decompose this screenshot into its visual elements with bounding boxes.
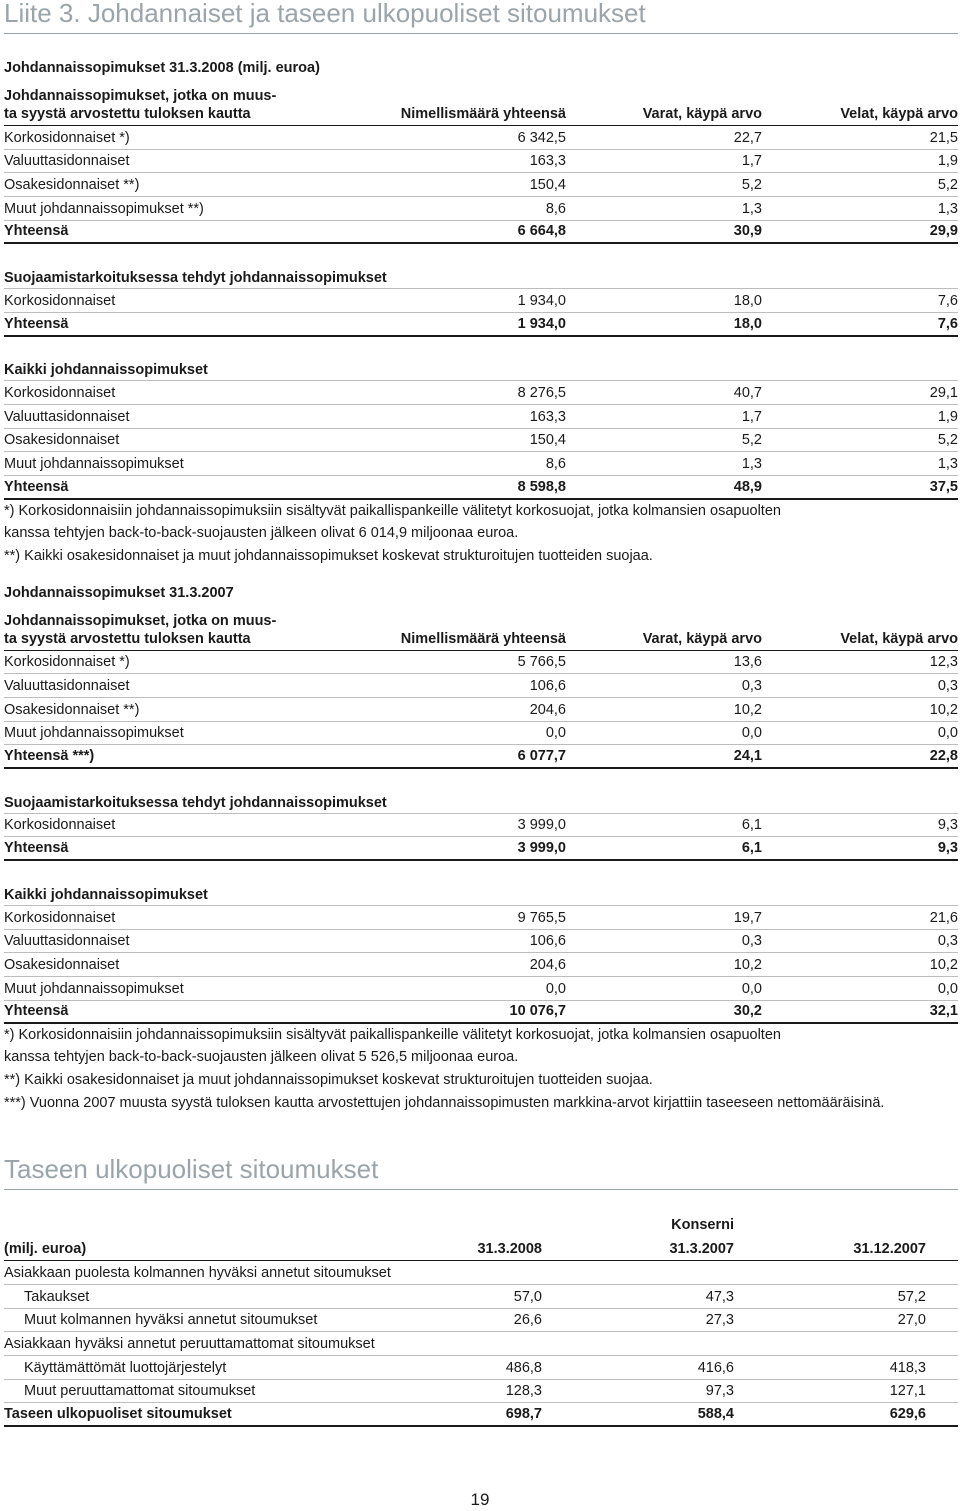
table-row — [4, 1309, 958, 1333]
cell-assets: 1,3 — [741, 455, 762, 472]
table-row — [4, 150, 958, 174]
table-row — [4, 1356, 958, 1380]
cell-liabilities: 22,8 — [929, 748, 958, 765]
column-header: Nimellismäärä yhteensä — [400, 106, 566, 122]
cell-label: Korkosidonnaiset *) — [4, 129, 130, 146]
cell-assets: 48,9 — [733, 478, 762, 495]
cell-value: 27,3 — [705, 1312, 734, 1329]
cell-liabilities: 10,2 — [929, 701, 958, 718]
footnote: kanssa tehtyjen back-to-back-suojausten jälkeen olivat 5 526,5 miljoonaa euroa. — [4, 1049, 519, 1066]
offbalance-section — [4, 1152, 958, 1427]
cell-liabilities: 7,6 — [937, 315, 958, 332]
table-row — [4, 1261, 958, 1285]
section-heading: Suojaamistarkoituksessa tehdyt johdannaissopimukset — [4, 265, 958, 289]
offbalance-group-label: Konserni — [671, 1217, 734, 1234]
cell-liabilities: 32,1 — [929, 1003, 958, 1020]
section-heading: Kaikki johdannaissopimukset — [4, 882, 958, 906]
cell-liabilities: 9,3 — [937, 840, 958, 857]
cell-label: Valuuttasidonnaiset — [4, 678, 130, 694]
cell-nominal: 106,6 — [529, 933, 566, 950]
header-label-line-1: Johdannaissopimukset, jotka on muus- — [4, 612, 277, 629]
table-row — [4, 953, 958, 977]
cell-nominal: 8 598,8 — [517, 478, 566, 495]
cell-nominal: 1 934,0 — [517, 315, 566, 332]
cell-value: 47,3 — [705, 1288, 734, 1305]
cell-assets: 1,3 — [741, 200, 762, 217]
cell-nominal: 10 076,7 — [509, 1003, 566, 1020]
cell-nominal: 9 765,5 — [517, 909, 566, 926]
cell-liabilities: 0,3 — [937, 678, 958, 694]
cell-liabilities: 9,3 — [937, 817, 958, 834]
cell-label: Taseen ulkopuoliset sitoumukset — [4, 1406, 232, 1423]
offbalance-col-1: 31.3.2008 — [477, 1241, 542, 1258]
table-row — [4, 126, 958, 150]
cell-label: Yhteensä — [4, 478, 69, 495]
cell-assets: 13,6 — [733, 654, 762, 671]
cell-assets: 30,9 — [733, 223, 762, 240]
cell-liabilities: 21,6 — [929, 909, 958, 926]
section-heading: Suojaamistarkoituksessa tehdyt johdannaissopimukset — [4, 790, 958, 814]
header-label-line-1: Johdannaissopimukset, jotka on muus- — [4, 88, 277, 104]
table-row — [4, 173, 958, 197]
cell-value: 127,1 — [889, 1383, 926, 1400]
table-row — [4, 429, 958, 453]
total-row — [4, 745, 958, 769]
column-header: ta syystä arvostettu tuloksen kautta — [4, 106, 251, 122]
cell-nominal: 6 077,7 — [517, 748, 566, 765]
cell-assets: 30,2 — [733, 1003, 762, 1020]
cell-label: Osakesidonnaiset **) — [4, 701, 140, 718]
offbalance-unit: (milj. euroa) — [4, 1241, 87, 1258]
table-row — [4, 651, 958, 675]
offbalance-rows — [4, 1261, 958, 1427]
cell-liabilities: 10,2 — [929, 956, 958, 973]
cell-label: Asiakkaan hyväksi annetut peruuttamattomat sitoumukset — [4, 1336, 375, 1352]
table-caption: Johdannaissopimukset 31.3.2007 — [4, 584, 234, 601]
total-row — [4, 476, 958, 500]
total-row — [4, 313, 958, 337]
table-row — [4, 197, 958, 221]
cell-assets: 1,7 — [741, 408, 762, 425]
cell-assets: 18,0 — [733, 315, 762, 332]
total-row — [4, 1001, 958, 1025]
column-header: Varat, käypä arvo — [642, 106, 762, 122]
cell-label: Osakesidonnaiset — [4, 432, 120, 449]
cell-value: 486,8 — [505, 1359, 542, 1376]
table-row — [4, 977, 958, 1001]
cell-liabilities: 0,3 — [937, 933, 958, 950]
offbalance-group-row — [4, 1212, 958, 1234]
cell-liabilities: 12,3 — [929, 654, 958, 671]
cell-nominal: 0,0 — [545, 980, 566, 997]
total-row — [4, 1403, 958, 1427]
cell-liabilities: 0,0 — [937, 980, 958, 997]
cell-liabilities: 29,9 — [929, 223, 958, 240]
derivatives-2007-section — [4, 585, 958, 1115]
cell-liabilities: 7,6 — [937, 292, 958, 309]
cell-label: Osakesidonnaiset — [4, 956, 120, 973]
cell-label: Yhteensä — [4, 315, 69, 332]
cell-liabilities: 37,5 — [929, 478, 958, 495]
cell-label: Valuuttasidonnaiset — [4, 153, 130, 170]
cell-assets: 1,7 — [741, 153, 762, 170]
cell-nominal: 3 999,0 — [517, 817, 566, 834]
cell-nominal: 8,6 — [545, 455, 566, 472]
cell-assets: 40,7 — [733, 384, 762, 401]
cell-label: Muut johdannaissopimukset **) — [4, 200, 204, 217]
footnote: kanssa tehtyjen back-to-back-suojausten jälkeen olivat 6 014,9 miljoonaa euroa. — [4, 524, 519, 541]
page-number: 19 — [470, 1490, 490, 1509]
column-header: Velat, käypä arvo — [840, 630, 958, 647]
footnote: *) Korkosidonnaisiin johdannaissopimuksiin sisältyvät paikallispankeille välitetyt korkosuojat, jotka kolmansien osapuolten — [4, 502, 781, 519]
cell-label: Valuuttasidonnaiset — [4, 933, 130, 950]
cell-assets: 10,2 — [733, 701, 762, 718]
page — [4, 0, 958, 1427]
cell-nominal: 163,3 — [529, 153, 566, 170]
cell-label: Korkosidonnaiset — [4, 909, 116, 926]
cell-label: Valuuttasidonnaiset — [4, 408, 130, 425]
cell-value: 128,3 — [505, 1383, 542, 1400]
cell-liabilities: 5,2 — [937, 177, 958, 194]
column-header: Velat, käypä arvo — [840, 106, 958, 122]
footnote: **) Kaikki osakesidonnaiset ja muut johdannaissopimukset koskevat strukturoitujen tuotteiden suojaa. — [4, 547, 653, 564]
table-row — [4, 906, 958, 930]
derivatives-2008-section — [4, 60, 958, 567]
cell-label: Muut johdannaissopimukset — [4, 980, 184, 997]
cell-label: Osakesidonnaiset **) — [4, 177, 140, 194]
cell-label: Takaukset — [24, 1288, 90, 1305]
cell-value: 57,2 — [897, 1288, 926, 1305]
cell-assets: 24,1 — [733, 748, 762, 765]
cell-label: Yhteensä — [4, 1003, 69, 1020]
cell-label: Muut peruuttamattomat sitoumukset — [24, 1383, 256, 1400]
column-header-row — [4, 105, 958, 126]
cell-nominal: 6 664,8 — [517, 223, 566, 240]
page-title: Liite 3. Johdannaiset ja taseen ulkopuoliset sitoumukset — [4, 0, 646, 28]
cell-label: Korkosidonnaiset — [4, 384, 116, 401]
cell-nominal: 8,6 — [545, 200, 566, 217]
cell-label: Muut johdannaissopimukset — [4, 725, 184, 742]
cell-liabilities: 1,9 — [937, 408, 958, 425]
column-header: Varat, käypä arvo — [642, 630, 762, 647]
offbalance-col-3: 31.12.2007 — [853, 1241, 926, 1258]
table-row — [4, 1332, 958, 1356]
cell-label: Yhteensä — [4, 223, 69, 240]
cell-value: 27,0 — [897, 1312, 926, 1329]
cell-nominal: 204,6 — [529, 701, 566, 718]
cell-nominal: 204,6 — [529, 956, 566, 973]
cell-assets: 0,0 — [741, 725, 762, 742]
table-row — [4, 405, 958, 429]
footnote: *) Korkosidonnaisiin johdannaissopimuksiin sisältyvät paikallispankeille välitetyt korkosuojat, jotka kolmansien osapuolten — [4, 1027, 781, 1044]
cell-assets: 6,1 — [741, 840, 762, 857]
table-row — [4, 722, 958, 746]
cell-value: 416,6 — [697, 1359, 734, 1376]
cell-label: Korkosidonnaiset *) — [4, 654, 130, 671]
cell-assets: 19,7 — [733, 909, 762, 926]
cell-label: Käyttämättömät luottojärjestelyt — [24, 1359, 227, 1376]
offbalance-col-2: 31.3.2007 — [669, 1241, 734, 1258]
cell-assets: 18,0 — [733, 292, 762, 309]
cell-assets: 0,0 — [741, 980, 762, 997]
cell-assets: 10,2 — [733, 956, 762, 973]
column-header-row — [4, 630, 958, 651]
title-rule — [4, 33, 958, 34]
column-header: ta syystä arvostettu tuloksen kautta — [4, 630, 251, 647]
total-row — [4, 837, 958, 861]
total-row — [4, 221, 958, 245]
cell-liabilities: 5,2 — [937, 432, 958, 449]
cell-assets: 6,1 — [741, 817, 762, 834]
cell-nominal: 3 999,0 — [517, 840, 566, 857]
cell-nominal: 5 766,5 — [517, 654, 566, 671]
cell-label: Yhteensä ***) — [4, 748, 95, 765]
table-row — [4, 814, 958, 838]
cell-value: 418,3 — [889, 1359, 926, 1376]
table-row — [4, 698, 958, 722]
footnote: ***) Vuonna 2007 muusta syystä tuloksen kautta arvostettujen johdannaissopimusten markkina-arvot kirjattiin taseeseen nettomääräisinä. — [4, 1095, 885, 1112]
offbalance-header-row — [4, 1234, 958, 1261]
table-row — [4, 289, 958, 313]
cell-value: 57,0 — [513, 1288, 542, 1305]
cell-value: 97,3 — [705, 1383, 734, 1400]
cell-label: Korkosidonnaiset — [4, 817, 116, 834]
cell-liabilities: 0,0 — [937, 725, 958, 742]
cell-nominal: 0,0 — [545, 725, 566, 742]
cell-nominal: 150,4 — [529, 177, 566, 194]
cell-nominal: 6 342,5 — [517, 129, 566, 146]
table-row — [4, 1285, 958, 1309]
cell-assets: 0,3 — [741, 933, 762, 950]
cell-assets: 0,3 — [741, 678, 762, 694]
footnote: **) Kaikki osakesidonnaiset ja muut johdannaissopimukset koskevat strukturoitujen tuotteiden suojaa. — [4, 1072, 653, 1089]
table-row — [4, 381, 958, 405]
offbalance-title: Taseen ulkopuoliset sitoumukset — [4, 1154, 379, 1185]
table-row — [4, 452, 958, 476]
cell-nominal: 8 276,5 — [517, 384, 566, 401]
cell-label: Korkosidonnaiset — [4, 292, 116, 309]
cell-nominal: 163,3 — [529, 408, 566, 425]
cell-assets: 22,7 — [733, 129, 762, 146]
cell-nominal: 150,4 — [529, 432, 566, 449]
cell-assets: 5,2 — [741, 177, 762, 194]
table-row — [4, 1380, 958, 1404]
column-header: Nimellismäärä yhteensä — [400, 630, 566, 647]
cell-label: Muut kolmannen hyväksi annetut sitoumukset — [24, 1312, 318, 1329]
table-caption: Johdannaissopimukset 31.3.2008 (milj. euroa) — [4, 60, 320, 76]
cell-value: 698,7 — [505, 1406, 542, 1423]
cell-liabilities: 1,3 — [937, 200, 958, 217]
cell-liabilities: 1,9 — [937, 153, 958, 170]
cell-liabilities: 21,5 — [929, 129, 958, 146]
cell-liabilities: 1,3 — [937, 455, 958, 472]
cell-liabilities: 29,1 — [929, 384, 958, 401]
cell-value: 629,6 — [889, 1406, 926, 1423]
cell-nominal: 106,6 — [529, 678, 566, 694]
cell-value: 26,6 — [513, 1312, 542, 1329]
cell-nominal: 1 934,0 — [517, 292, 566, 309]
table-row — [4, 674, 958, 698]
cell-value: 588,4 — [697, 1406, 734, 1423]
cell-label: Muut johdannaissopimukset — [4, 455, 184, 472]
table-row — [4, 930, 958, 954]
cell-label: Asiakkaan puolesta kolmannen hyväksi annetut sitoumukset — [4, 1264, 391, 1281]
section-heading: Kaikki johdannaissopimukset — [4, 358, 958, 382]
cell-assets: 5,2 — [741, 432, 762, 449]
cell-label: Yhteensä — [4, 840, 69, 857]
